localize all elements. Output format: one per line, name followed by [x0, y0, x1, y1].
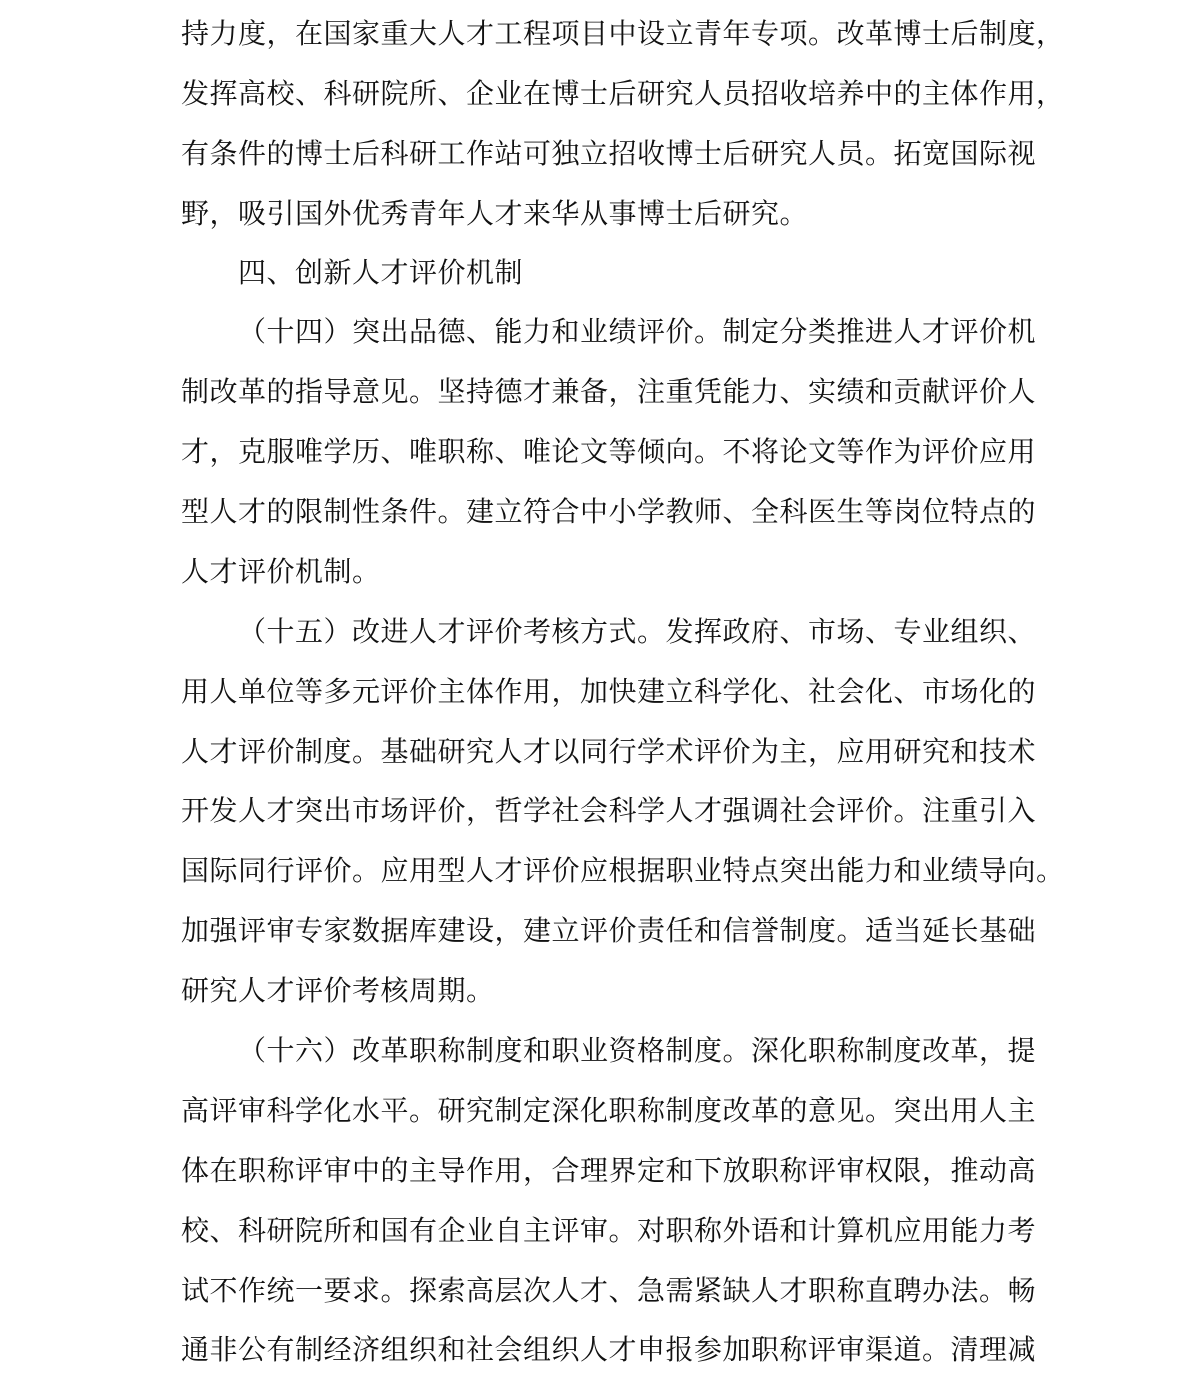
- paragraph-start-line: （十六）改革职称制度和职业资格制度。深化职称制度改革，提: [238, 1034, 1037, 1067]
- section-heading: 四、创新人才评价机制: [238, 256, 524, 289]
- text-line: 发挥高校、科研院所、企业在博士后研究人员招收培养中的主体作用，: [181, 77, 1065, 110]
- paragraph-start-line: （十四）突出品德、能力和业绩评价。制定分类推进人才评价机: [238, 315, 1037, 348]
- text-line: 国际同行评价。应用型人才评价应根据职业特点突出能力和业绩导向。: [181, 854, 1065, 887]
- text-line: 才，克服唯学历、唯职称、唯论文等倾向。不将论文等作为评价应用: [181, 435, 1037, 468]
- text-line: 持力度，在国家重大人才工程项目中设立青年专项。改革博士后制度，: [181, 17, 1065, 50]
- text-line: 人才评价机制。: [181, 555, 381, 588]
- text-line: 高评审科学化水平。研究制定深化职称制度改革的意见。突出用人主: [181, 1094, 1037, 1127]
- text-line: 开发人才突出市场评价，哲学社会科学人才强调社会评价。注重引入: [181, 794, 1037, 827]
- text-line: 加强评审专家数据库建设，建立评价责任和信誉制度。适当延长基础: [181, 914, 1037, 947]
- text-line: 有条件的博士后科研工作站可独立招收博士后研究人员。拓宽国际视: [181, 137, 1037, 170]
- text-line: 试不作统一要求。探索高层次人才、急需紧缺人才职称直聘办法。畅: [181, 1274, 1037, 1307]
- text-line: 通非公有制经济组织和社会组织人才申报参加职称评审渠道。清理减: [181, 1333, 1037, 1366]
- text-line: 研究人才评价考核周期。: [181, 974, 495, 1007]
- text-line: 用人单位等多元评价主体作用，加快建立科学化、社会化、市场化的: [181, 675, 1037, 708]
- text-line: 校、科研院所和国有企业自主评审。对职称外语和计算机应用能力考: [181, 1214, 1037, 1247]
- paragraph-start-line: （十五）改进人才评价考核方式。发挥政府、市场、专业组织、: [238, 615, 1037, 648]
- text-line: 人才评价制度。基础研究人才以同行学术评价为主，应用研究和技术: [181, 735, 1037, 768]
- text-line: 体在职称评审中的主导作用，合理界定和下放职称评审权限，推动高: [181, 1154, 1037, 1187]
- text-line: 型人才的限制性条件。建立符合中小学教师、全科医生等岗位特点的: [181, 495, 1037, 528]
- text-line: 制改革的指导意见。坚持德才兼备，注重凭能力、实绩和贡献评价人: [181, 375, 1037, 408]
- text-line: 野，吸引国外优秀青年人才来华从事博士后研究。: [181, 197, 809, 230]
